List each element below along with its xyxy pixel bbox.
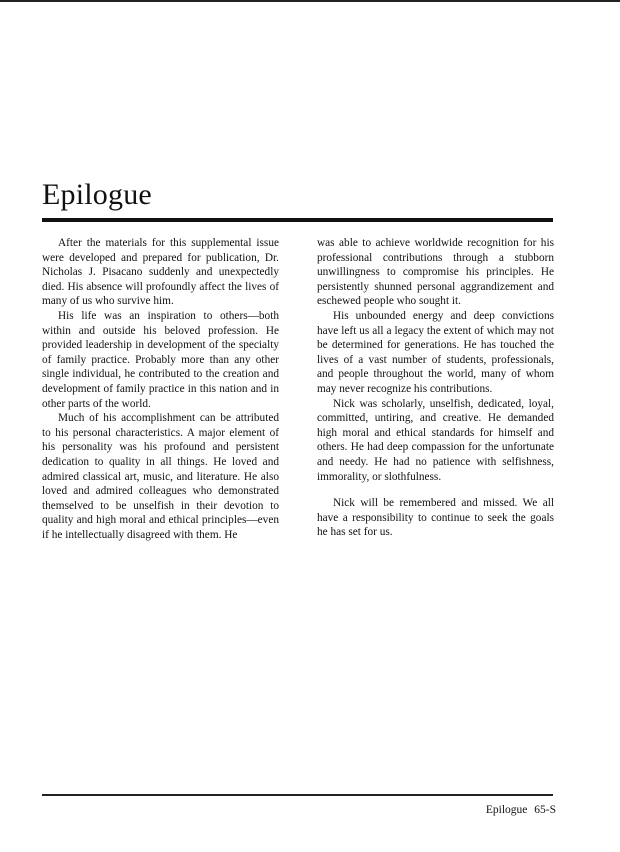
footer-section: Epilogue [485, 804, 528, 816]
right-column [317, 236, 554, 540]
page-title: Epilogue [42, 178, 152, 211]
paragraph: Nick will be remembered and missed. We all have a responsibility to continue to seek the goals he has set for us. [317, 497, 554, 539]
footer-rule [42, 794, 553, 796]
page-number: 65-S [534, 804, 556, 816]
paragraph: Nick was scholarly, unselfish, dedicated, loyal, committed, untiring, and creative. He demanded high moral and ethical standards for himself and others. He had deep compassion for the unfortunate and needy. He had no patience with selfishness, immorality, or slothfulness. [317, 397, 554, 483]
paragraph: was able to achieve worldwide recognition for his professional contributions through a stubborn unwillingness to compromise his principles. He persistently shunned personal aggrandizement and eschewed people who sought it. [317, 237, 554, 308]
paragraph: Much of his accomplishment can be attributed to his personal characteristics. A major element of his personality was his profound and persistent dedication to quality in all things. He loved and admired classical art, music, and literature. He also loved and admired colleagues who demonstrated themselved to be unselfish in their devotion to quality and high moral and ethical principles—even if he intellectually disagreed with them. He [42, 412, 279, 541]
paragraph: His unbounded energy and deep convictions have left us all a legacy the extent of which may not be determined for generations. He has touched the lives of a vast number of students, professionals, and people throughout the world, many of whom may never recognize his contributions. [317, 309, 554, 395]
title-rule [42, 218, 553, 222]
top-rule [0, 0, 620, 2]
paragraph: His life was an inspiration to others—both within and outside his beloved profession. He provided leadership in development of the specialty of family practice. Probably more than any other single individual, he contributed to the creation and development of family practice in this nation and in other parts of the world. [42, 309, 279, 410]
left-column [42, 236, 279, 542]
page-footer [482, 804, 556, 816]
paragraph: After the materials for this supplemental issue were developed and prepared for publication, Dr. Nicholas J. Pisacano suddenly and unexpectedly died. His absence will profoundly affect the lives of many of us who survive him. [42, 237, 279, 308]
